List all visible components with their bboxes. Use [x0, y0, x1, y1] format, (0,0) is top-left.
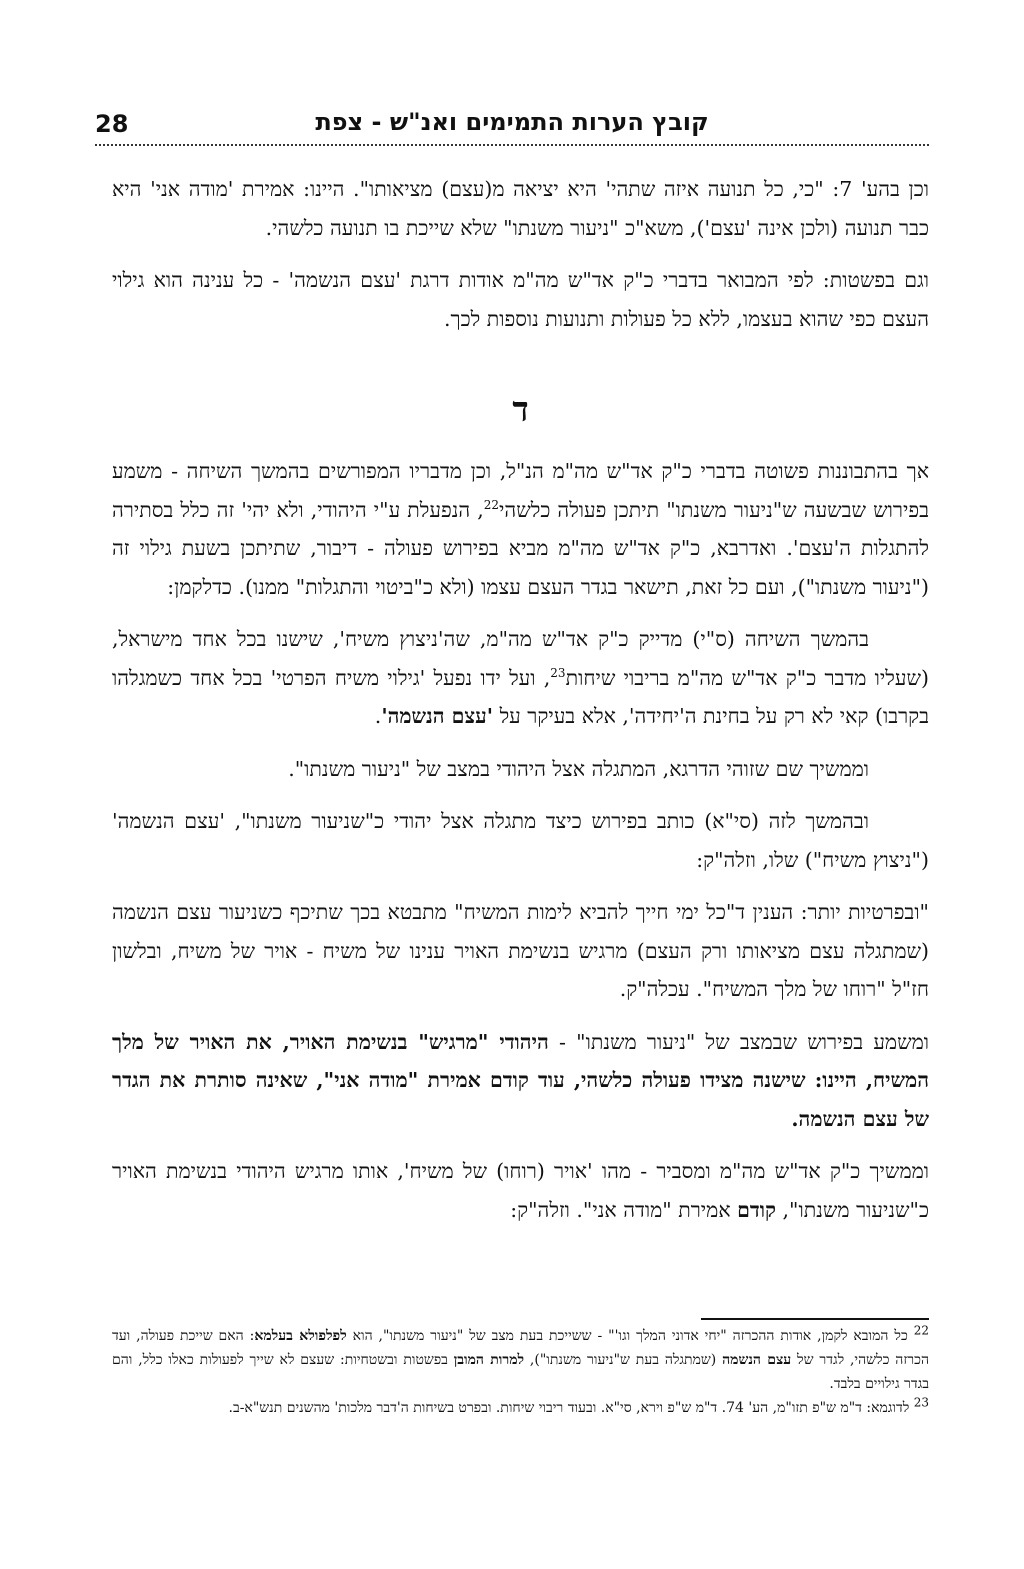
paragraph-3-part-b: , הנפעלת ע"י היהודי, ולא יהי' זה כלל בסתירה להתגלות ה'עצם'. ואדרבא, כ"ק אד"ש מה"מ מביא בפירוש פעולה - דיבור, שתיתכן בשעת גילוי זה ("ניעור משנתו"), ועם כל זאת, תישאר בגדר העצם עצמו (ולא כ"ביטוי והתגלות" ממנו). כדלקמן:	[112, 497, 929, 599]
paragraph-8-part-a: ומשמע בפירוש שבמצב של "ניעור משנתו" -	[548, 1029, 929, 1054]
paragraph-3	[112, 452, 929, 606]
footnote-ref-23[interactable]: 23	[550, 665, 566, 680]
paragraph-1: וכן בהע' 7: "כי, כל תנועה איזה שתהי' היא יציאה מ(עצם) מציאותו". היינו: אמירת 'מודה אני' היא כבר תנועה (ולכן אינה 'עצם'), משא"כ "ניעור משנתו" שלא שייכת בו תנועה כלשהי.	[112, 177, 929, 240]
paragraph-4	[112, 620, 929, 736]
footnote-22-bold-f: למרות המובן	[453, 1352, 525, 1368]
footnote-22-text-a: כל המובא לקמן, אודות ההכרזה "יחי אדוני המלך וגו'" - ששייכת בעת מצב של "ניעור משנתו", הוא	[346, 1328, 914, 1344]
paragraph-9-part-c: אמירת "מודה אני". וזלה"ק:	[510, 1197, 738, 1222]
footnote-23	[112, 1396, 929, 1420]
paragraph-4-part-d: .	[374, 704, 382, 728]
footnote-22-bold-a: לפלפולא בעלמא	[254, 1328, 347, 1344]
section-heading: ד	[512, 390, 529, 430]
paragraph-2: וגם בפשטות: לפי המבואר בדברי כ"ק אד"ש מה"מ אודות דרגת 'עצם הנשמה' - כל ענינה הוא גילוי העצם כפי שהוא בעצמו, ללא כל פעולות ותנועות נוספות לכך.	[112, 268, 929, 331]
footnote-22-text-e: (שמתגלה בעת ש"ניעור משנתו"),	[524, 1352, 723, 1368]
footnote-22-bold-d: עצם הנשמה	[722, 1352, 792, 1368]
footnote-22-number: 22	[913, 1323, 929, 1338]
footnote-23-text: לדוגמא: ד"מ ש"פ תזו"מ, הע' 74. ד"מ ש"פ וירא, סי"א. ובעוד ריבוי שיחות. ובפרט בשיחות ה'דבר מלכות' מהשנים תנש"א-ב.	[228, 1400, 914, 1416]
footnote-ref-22[interactable]: 22	[483, 497, 500, 512]
paragraph-9	[112, 1152, 929, 1229]
running-header	[95, 104, 929, 146]
footnotes	[112, 1324, 929, 1420]
paragraph-8-bold: היהודי "מרגיש" בנשימת האויר, את האויר של מלך המשיח, היינו: שישנה מצידו פעולה כלשהי, עוד קודם אמירת "מודה אני", שאינה סותרת את הגדר של עצם הנשמה.	[112, 1029, 929, 1131]
main-text	[112, 170, 929, 1243]
paragraph-7-quote: "ובפרטיות יותר: הענין ד"כל ימי חייך להביא לימות המשיח" מתבטא בכך שתיכף כשניעור עצם הנשמה (שמתגלה עצם מציאותו ורק העצם) מרגיש בנשימת האויר ענינו של משיח - אויר של משיח, ובלשון חז"ל "רוחו של מלך המשיח". עכלה"ק.	[112, 900, 929, 1001]
paragraph-4-part-b: , ועל ידו נפעל 'גילוי משיח הפרטי' בכל אחד כשמגלהו בקרבו) קאי לא רק על בחינת ה'יחידה', אלא בעיקר על	[112, 665, 929, 728]
paragraph-8	[112, 1023, 929, 1139]
paragraph-9-part-a: וממשיך כ"ק אד"ש מה"מ ומסביר - מהו 'אויר (רוחו) של משיח', אותו מרגיש היהודי בנשימת האויר כ"שניעור משנתו",	[112, 1159, 929, 1222]
footnote-divider	[701, 1318, 929, 1320]
footnote-23-number: 23	[913, 1395, 929, 1410]
paragraph-4-bold: 'עצם הנשמה'	[381, 704, 494, 728]
header-title: קובץ הערות התמימים ואנ"ש - צפת	[315, 108, 709, 136]
paragraph-5: וממשיך שם שזוהי הדרגא, המתגלה אצל היהודי במצב של "ניעור משנתו".	[288, 756, 869, 781]
paragraph-3-part-a: אך בהתבוננות פשוטה בדברי כ"ק אד"ש מה"מ הנ"ל, וכן מדבריו המפורשים בהמשך השיחה - משמע בפירוש שבשעה ש"ניעור משנתו" תיתכן פעולה כלשהי	[112, 459, 929, 522]
page-number: 28	[95, 110, 129, 138]
footnote-22-text-g: בפשטות ובשטחיות: שעצם לא שייך לפעולות כאלו כלל, והם בגדר גילויים בלבד.	[112, 1352, 929, 1392]
paragraph-4-part-a: בהמשך השיחה (ס"י) מדייק כ"ק אד"ש מה"מ, שה'ניצוץ משיח', שישנו בכל אחד מישראל, (שעליו מדבר כ"ק אד"ש מה"מ בריבוי שיחות	[112, 627, 929, 690]
footnote-22-text-c: : האם שייכת פעולה, ועד הכרזה כלשהי, לגדר של	[112, 1328, 929, 1368]
footnote-22	[112, 1324, 929, 1396]
paragraph-9-bold: קודם	[737, 1197, 777, 1222]
paragraph-6: ובהמשך לזה (סי"א) כותב בפירוש כיצד מתגלה אצל יהודי כ"שניעור משנתו", 'עצם הנשמה' ("ניצוץ משיח") שלו, וזלה"ק:	[112, 809, 929, 872]
